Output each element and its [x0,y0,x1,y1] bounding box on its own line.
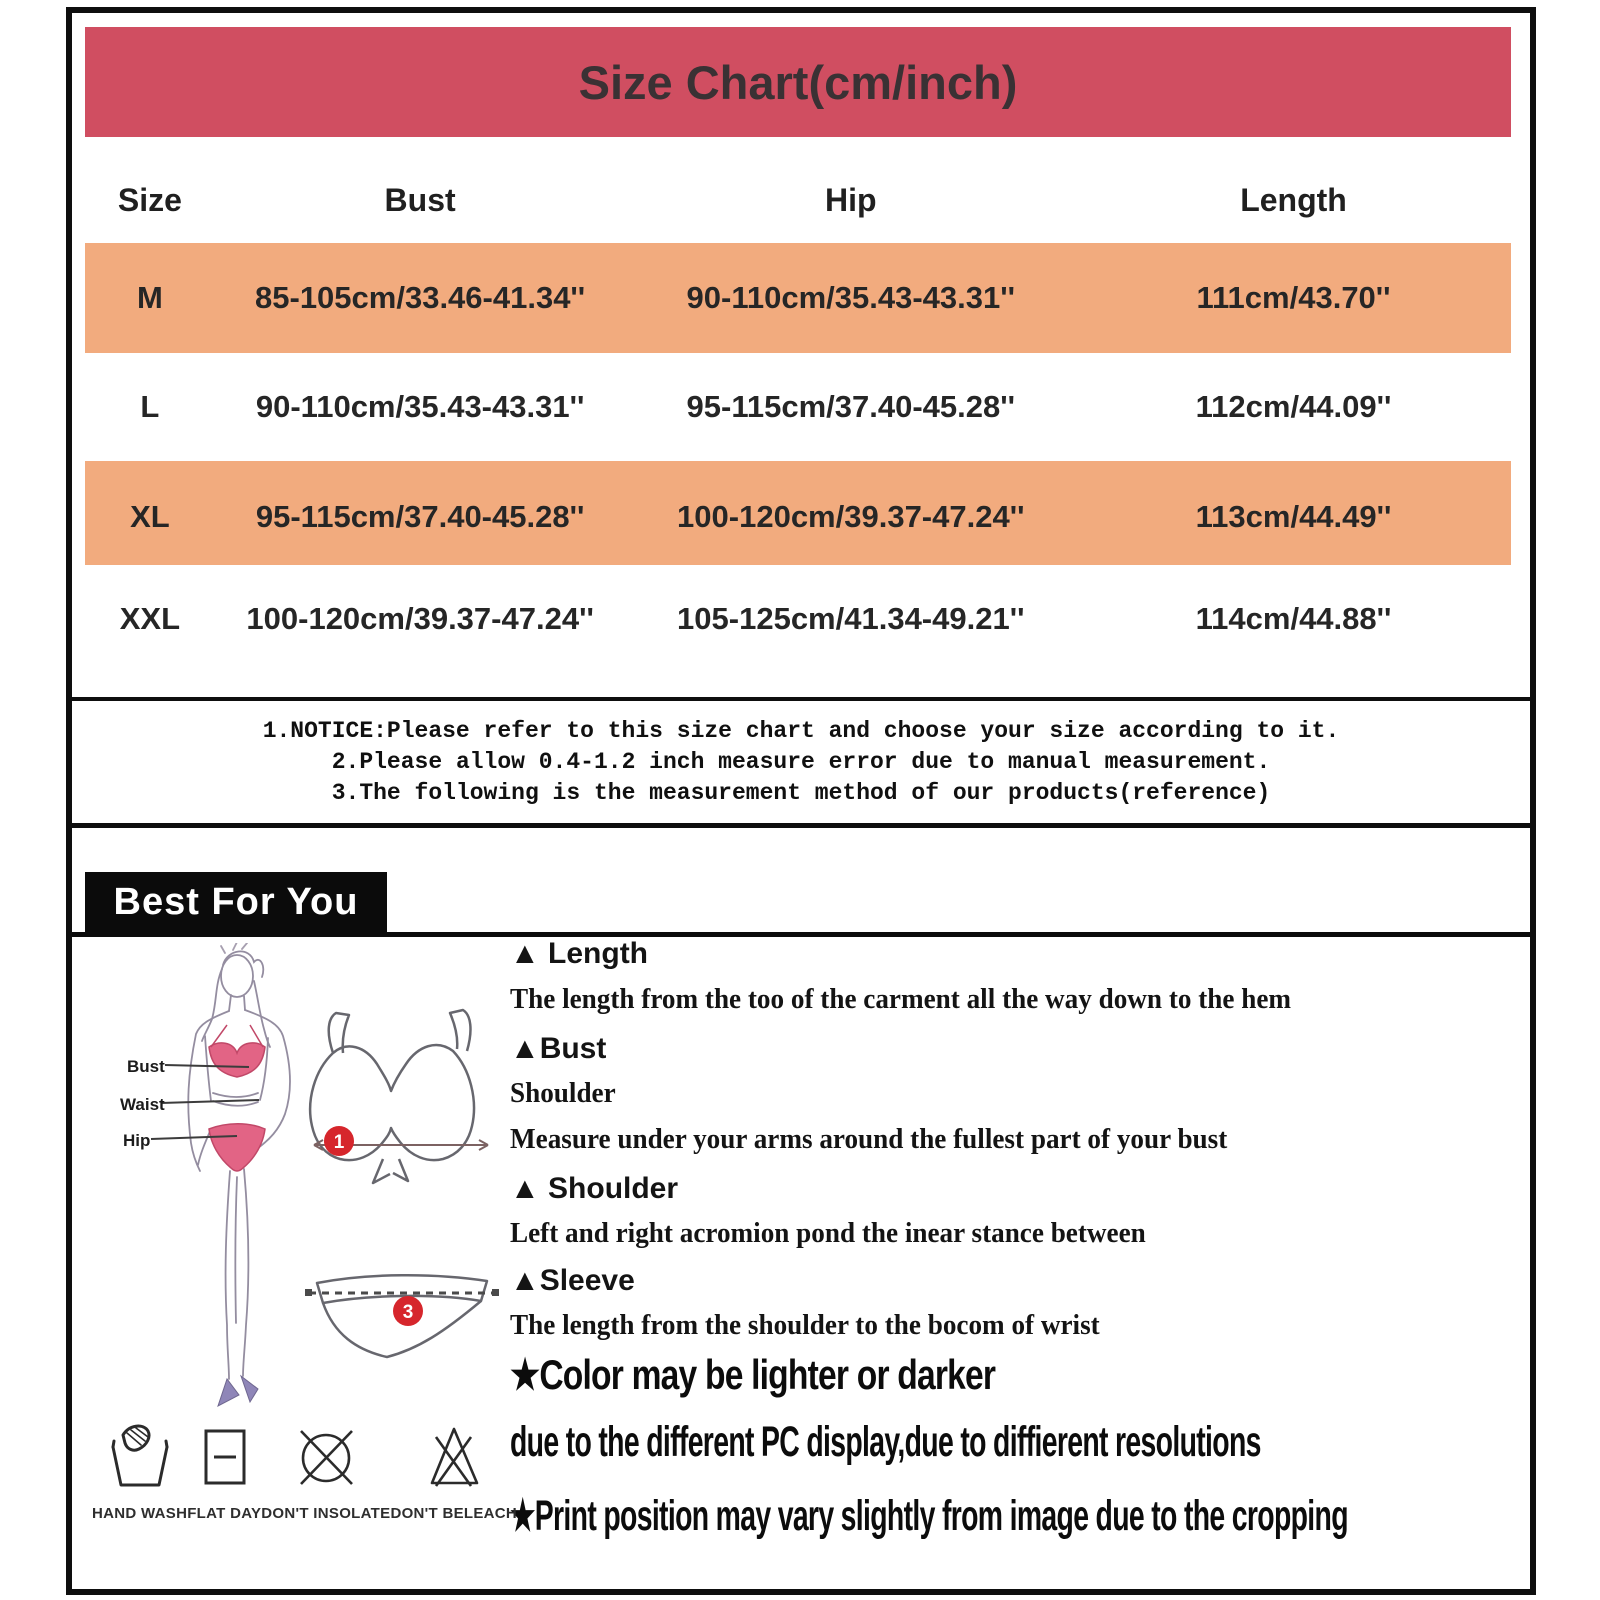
table-row [85,243,1511,353]
marker-hip-number: 3 [402,1302,414,1323]
dont-bleach-icon [419,1421,489,1493]
notice-line-1: 1.NOTICE:Please refer to this size chart and choose your size according to it. [262,717,1340,744]
note-color: ★Color may be lighter or darker [510,1351,996,1398]
heading-bust: ▲Bust [510,1032,607,1065]
cell-bust: 90-110cm/35.43-43.31'' [255,389,585,424]
heading-sleeve: ▲Sleeve [510,1264,635,1297]
column-header-size: Size [117,182,182,218]
marker-bust-number: 1 [333,1132,345,1153]
table-row [85,353,1511,461]
column-header-bust: Bust [384,182,456,218]
care-item-dont-insolate [261,1421,390,1522]
notice-box [72,703,1530,821]
measurement-illustration [87,943,517,1421]
care-label: DON'T BELEACH [390,1505,518,1522]
size-chart-header-bar [85,27,1511,137]
figure-label-hip: Hip [123,1131,151,1150]
cell-length: 111cm/43.70'' [1196,280,1391,315]
notice-line-3: 3.The following is the measurement method of our products(reference) [331,779,1271,806]
table-row [85,461,1511,573]
figure-label-bust: Bust [127,1057,165,1076]
section-divider [72,823,1530,828]
cell-size: XXL [119,601,181,636]
marker-bust [324,1126,354,1156]
care-item-flat-dry [187,1421,261,1522]
size-chart-title: Size Chart(cm/inch) [578,55,1018,109]
cell-size: L [140,389,160,424]
notice-line-2: 2.Please allow 0.4-1.2 inch measure error due to manual measurement. [331,748,1271,775]
cell-length: 113cm/44.49'' [1195,499,1392,534]
desc-length: The length from the too of the carment all the way down to the hem [510,984,1292,1015]
bikini-top-diagram [310,1010,474,1183]
table-row [85,565,1511,673]
cell-bust: 85-105cm/33.46-41.34'' [255,280,586,315]
cell-size: XL [130,499,170,534]
table-header-row [85,158,1511,243]
cell-hip: 95-115cm/37.40-45.28'' [686,389,1015,424]
desc-bust: Measure under your arms around the fullest part of your bust [510,1124,1228,1155]
cell-bust: 100-120cm/39.37-47.24'' [246,601,594,636]
figure-label-waist: Waist [120,1095,165,1114]
banner-label: Best For You [113,880,359,923]
column-header-hip: Hip [824,182,877,218]
hand-wash-icon [105,1421,175,1493]
measure-instructions [510,931,1518,1581]
care-label: DON'T INSOLATE [261,1505,391,1522]
dont-insolate-icon [291,1421,361,1493]
cell-bust: 95-115cm/37.40-45.28'' [255,499,585,534]
care-label: FLAT DAY [187,1505,262,1522]
cell-length: 114cm/44.88'' [1195,601,1392,636]
cell-hip: 105-125cm/41.34-49.21'' [677,601,1025,636]
care-item-hand-wash [92,1421,187,1522]
care-item-dont-bleach [390,1421,517,1522]
note-print: ★Print position may vary slightly from image due to the cropping [510,1492,1348,1540]
woman-bikini-sketch [209,1025,265,1171]
size-chart-panel [66,7,1536,1595]
desc-shoulder: Left and right acromion pond the inear stance between [510,1218,1146,1249]
cell-hip: 100-120cm/39.37-47.24'' [677,499,1025,534]
desc-sleeve: The length from the shoulder to the bocom of wrist [510,1310,1100,1341]
cell-length: 112cm/44.09'' [1195,389,1392,424]
section-divider [72,697,1530,701]
woman-shoes-sketch [218,1376,258,1406]
heading-shoulder: ▲ Shoulder [510,1172,679,1205]
heading-length: ▲ Length [510,937,649,970]
note-display: due to the different PC display,due to diffierent resolutions [510,1418,1261,1466]
best-for-you-banner [85,872,387,932]
care-icons-row [92,1421,516,1522]
cell-size: M [136,280,163,315]
care-label: HAND WASH [92,1505,188,1522]
desc-bust-sub: Shoulder [510,1078,616,1109]
cell-hip: 90-110cm/35.43-43.31'' [686,280,1015,315]
column-header-length: Length [1240,182,1347,218]
marker-hip [393,1296,423,1326]
flat-dry-icon [189,1421,259,1493]
